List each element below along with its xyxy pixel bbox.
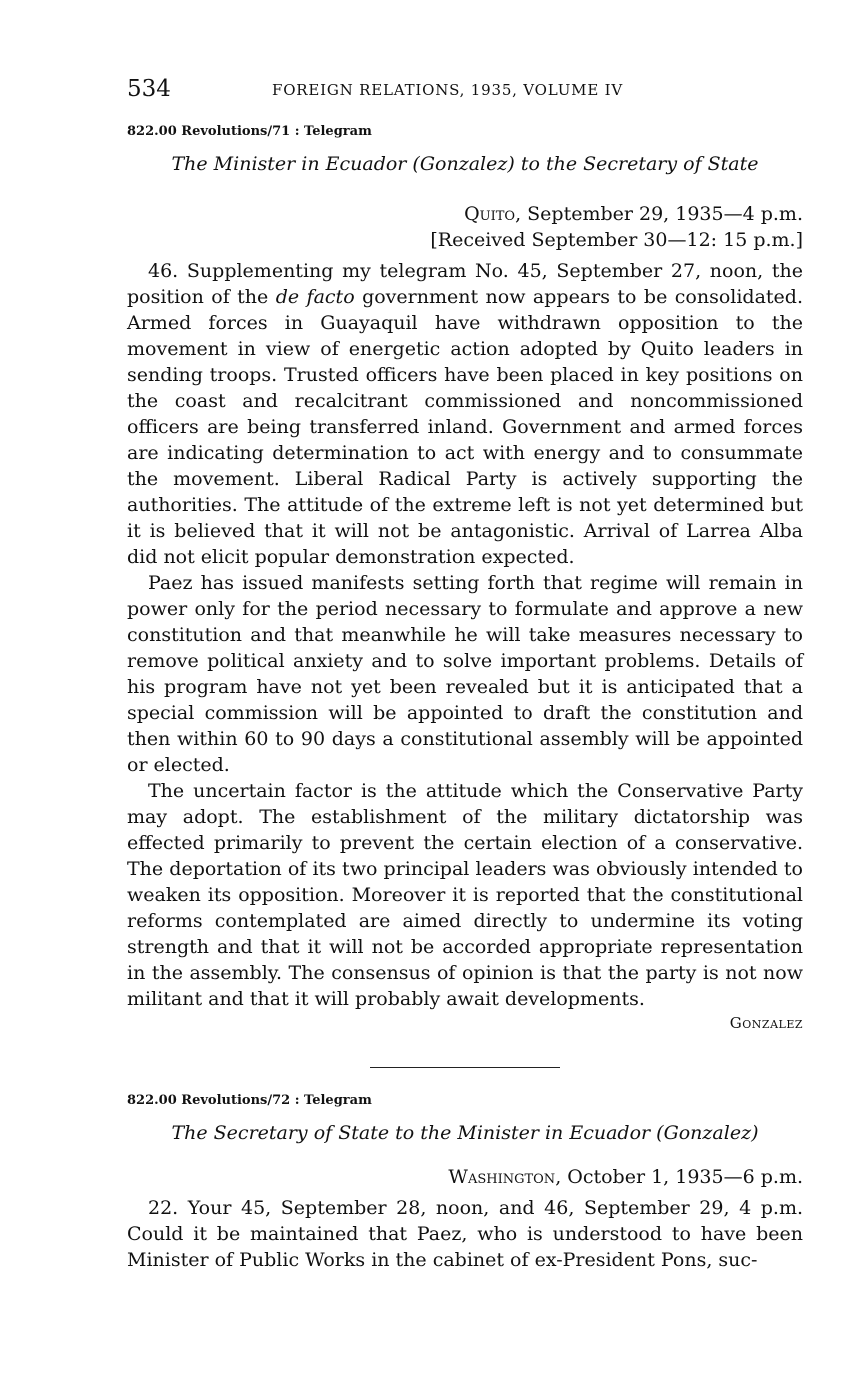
heading-text: The Minister in Ecuador ( <box>171 153 420 175</box>
paragraph-text: government now appears to be consolidated. Armed forces in Guayaquil have withdrawn opposition to the movement in view of energetic action adopted by Quito leaders in sending troops. Trusted officers have been placed in key positions on the coast and recalcitrant commissioned and noncommissioned officers are being transferred inland. Government and armed forces are indicating determination to act with energy and to consummate the movement. Liberal Radical Party is actively supporting the authorities. The attitude of the extreme left is not yet determined but it is believed that it will not be antagonistic. Arrival of Larrea Alba did not elicit popular demonstration expected. <box>127 286 803 568</box>
document-heading-2 <box>127 1122 803 1144</box>
dateline-place: Quito <box>464 203 516 225</box>
heading-text: The Secretary of State to the Minister in Ecuador ( <box>171 1122 664 1144</box>
dateline-date: , September 29, 1935—4 p.m. <box>515 203 803 225</box>
running-title: FOREIGN RELATIONS, 1935, VOLUME IV <box>272 81 623 99</box>
paragraph-3: The uncertain factor is the attitude which the Conservative Party may adopt. The establishment of the military dictatorship was effected primarily to prevent the certain election of a conservative. The deportation of its two principal leaders was obviously intended to weaken its opposition. Moreover it is reported that the constitutional reforms contemplated are aimed directly to undermine its voting strength and that it will not be accorded appropriate representation in the assembly. The consensus of opinion is that the party is not now militant and that it will probably await developments. <box>127 780 803 1010</box>
heading-text: ) to the Secretary of State <box>507 153 759 175</box>
paragraph-emphasis: de facto <box>275 286 355 308</box>
running-head <box>127 76 803 106</box>
document-heading-1 <box>127 153 803 175</box>
heading-text: ) <box>751 1122 759 1144</box>
page-number: 534 <box>127 76 171 102</box>
dateline-1 <box>464 203 803 225</box>
heading-name: Gonzalez <box>663 1122 752 1144</box>
dateline-2 <box>448 1166 803 1188</box>
signature: Gonzalez <box>729 1014 803 1032</box>
dateline-place: Washington <box>448 1166 556 1188</box>
section-divider <box>370 1067 560 1068</box>
file-reference-2: 822.00 Revolutions/72 : Telegram <box>127 1093 372 1108</box>
paragraph-4: 22. Your 45, September 28, noon, and 46, September 29, 4 p.m. Could it be maintained that Paez, who is understood to have been Minister of Public Works in the cabinet of ex-President Pons, suc- <box>127 1197 803 1271</box>
paragraph-1 <box>127 258 803 570</box>
paragraph-text: 46. Supplementing my telegram No. 45, September 27, noon, the position of the <box>127 260 803 308</box>
paragraph-2: Paez has issued manifests setting forth that regime will remain in power only for the period necessary to formulate and approve a new constitution and that meanwhile he will take measures necessary to remove political anxiety and to solve important problems. Details of his program have not yet been revealed but it is anticipated that a special commission will be appointed to draft the constitution and then within 60 to 90 days a constitutional assembly will be appointed or elected. <box>127 572 803 776</box>
dateline-date: , October 1, 1935—6 p.m. <box>555 1166 803 1188</box>
heading-name: Gonzalez <box>419 153 508 175</box>
received-line: [Received September 30—12: 15 p.m.] <box>430 229 803 251</box>
file-reference-1: 822.00 Revolutions/71 : Telegram <box>127 124 372 139</box>
